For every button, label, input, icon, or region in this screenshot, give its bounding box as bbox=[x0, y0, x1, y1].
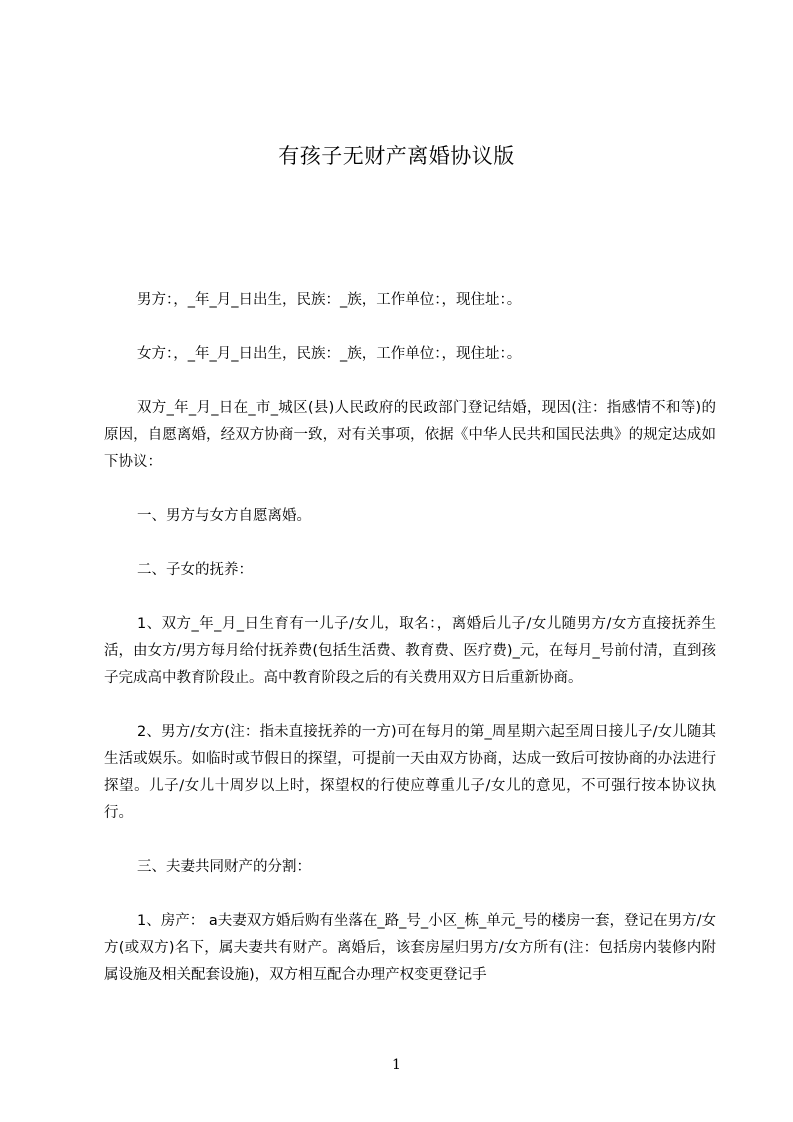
paragraph-section-3-heading: 三、夫妻共同财产的分割： bbox=[137, 859, 311, 875]
paragraph-section-1: 一、男方与女方自愿离婚。 bbox=[137, 508, 311, 524]
paragraph-husband-info: 男方：，_年_月_日出生，民族：_族，工作单位：，现住址：。 bbox=[137, 292, 522, 308]
page-number: 1 bbox=[392, 1057, 401, 1073]
paragraph-section-2-heading: 二、子女的抚养： bbox=[137, 562, 253, 578]
document-body bbox=[104, 287, 716, 1016]
paragraph-visitation: 2、男方/女方(注：指未直接抚养的一方)可在每月的第_周星期六起至周日接儿子/女儿随其生活或娱乐。如临时或节假日的探望，可提前一天由双方协商，达成一致后可按协商的办法进行探望。儿子/女儿十周岁以上时，探望权的行使应尊重儿子/女儿的意见，不可强行按本协议执行。 bbox=[104, 724, 716, 821]
paragraph-child-custody: 1、双方_年_月_日生育有一儿子/女儿，取名：，离婚后儿子/女儿随男方/女方直接抚养生活，由女方/男方每月给付抚养费(包括生活费、教育费、医疗费)_元，在每月_号前付清，直到孩子完成高中教育阶段止。高中教育阶段之后的有关费用双方日后重新协商。 bbox=[104, 616, 716, 686]
paragraph-preamble: 双方_年_月_日在_市_城区(县)人民政府的民政部门登记结婚，现因(注：指感情不和等)的原因，自愿离婚，经双方协商一致，对有关事项，依据《中华人民共和国民法典》的规定达成如下协议： bbox=[104, 400, 716, 470]
paragraph-real-estate: 1、房产： a夫妻双方婚后购有坐落在_路_号_小区_栋_单元_号的楼房一套，登记在男方/女方(或双方)名下，属夫妻共有财产。离婚后，该套房屋归男方/女方所有(注：包括房内装修内附属设施及相关配套设施)，双方相互配合办理产权变更登记手 bbox=[104, 913, 716, 983]
paragraph-wife-info: 女方：，_年_月_日出生，民族：_族，工作单位：，现住址：。 bbox=[137, 346, 522, 362]
document-title: 有孩子无财产离婚协议版 bbox=[278, 144, 515, 168]
